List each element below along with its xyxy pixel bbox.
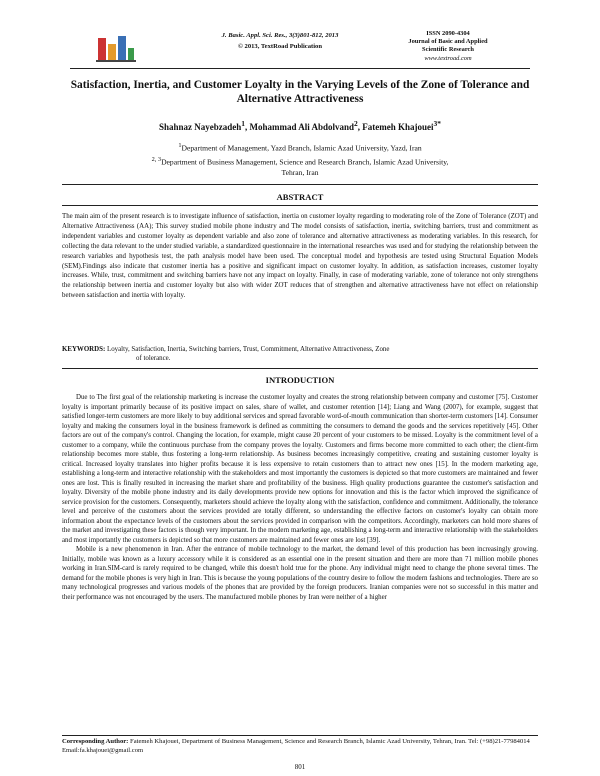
intro-top-rule — [62, 368, 538, 369]
author-name: Mohammad Ali Abdolvand — [249, 122, 355, 132]
author-sup: 1 — [241, 119, 245, 128]
corresponding-author-label: Corresponding Author: — [62, 738, 129, 745]
keywords-list: Loyalty, Satisfaction, Inertia, Switching barriers, Trust, Commitment, Alternative Attractiveness, Zone — [107, 346, 390, 353]
copyright-line: © 2013, TextRoad Publication — [237, 43, 323, 50]
affiliation-2-city: Tehran, Iran — [281, 168, 319, 178]
journal-info-block — [398, 30, 498, 63]
affiliation-2: $^{2, 3}$Department of Business Management, Science and Research Branch, Islamic Azad University, — [151, 155, 449, 167]
paper-title: Satisfaction, Inertia, and Customer Loyalty in the Varying Levels of the Zone of Tolerance and Alternative Attractiveness — [70, 79, 530, 105]
corresponding-author-text: Fatemeh Khajouei, Department of Business Management, Science and Research Branch, Islamic Azad University, Tehran, Iran. Tel: (+98)21-77984014 Email:fa.khajouei@gmail.com — [62, 738, 530, 754]
intro-paragraph-2: Mobile is a new phenomenon in Iran. After the entrance of mobile technology to the market, the demand level of this production has been increasingly growing. Initially, mobile was known as a luxury accessory while it is considered as an essential one in the present situation and there are more than 71 million mobile phones working in Iran.SIM-card is rarely required to be changed, while this doesn't hold true for the phone. Any individual might need to change the phone several times. The demand for the mobile phones is very high in Iran. This is because the young populations of the country desire to follow the modern fashions and technologies. There are so many technological progresses and various models of the phones that are provided by the foreign producers. Iranian companies were not so successful in this matter and their performance was not encouraged by the users. The manufactured mobile phones by Iran were neither of a higher — [62, 546, 538, 601]
header-divider — [70, 68, 530, 69]
affiliations — [62, 140, 538, 178]
author-name: Fatemeh Khajouei — [362, 122, 434, 132]
journal-website-link[interactable]: www.textroad.com — [424, 54, 472, 62]
author-sup: 3* — [433, 119, 442, 128]
footer-divider — [62, 735, 538, 736]
issn: ISSN 2090-4304 — [426, 30, 470, 37]
abstract-bottom-rule — [62, 205, 538, 206]
abstract-top-rule — [62, 184, 538, 185]
author-list: Shahnaz Nayebzadeh$^1$, Mohammad Ali Abdolvand$^2$, Fatemeh Khajouei$^{3*}$ — [158, 119, 442, 132]
affiliation-1: $^1$Department of Management, Yazd Branch, Islamic Azad University, Yazd, Iran — [178, 142, 422, 153]
journal-header — [0, 10, 600, 70]
intro-paragraph-1: Due to The first goal of the relationship marketing is increase the customer loyalty and creates the strong relationship between company and customer [75]. Customer loyalty is important primarily because of its positive impact on sales, share of wallet, and customer retention [14]; Liang and Wang (2007), for example, suggest that satisfied longer-term customers are more likely to buy additional services and spread favorable word-of-mouth communication than shorter-term customers [14]. Consumer loyalty and making the consumers loyal in the business framework is defined as committing the consumers to demand the goods and the services repetitively [45]. Other factors are out of the company's control. Changing the location, for example, might cause 20 percent of your customers to be missed. Loyalty is the commitment level of a customer to a company, while the continuous purchase from the company proves the loyalty. Customers and firms become more committed to each other; the client-firm relationship becomes more stable, thus fostering a long-term relationship. As business becomes increasingly competitive, creating and sustaining customer loyalty is critical. Increased loyalty translates into higher profits because it is less expensive to retain customers than to attract new ones [15]. In the modern marketing age, establishing a long-term and interactive relationship with the stakeholders and most importantly the customers is depicted so that more customers are maintained and fewer ones are lost. This is finally resulted in increasing the market share and profitability of the business. High quality productions guarantee the customer's satisfaction and loyalty. Diversity of the mobile phone industry and its daily developments provide new options for innovation and this is the factor which improved the significance of service provision for the customers. Consequently, marketers should achieve the loyalty along with the satisfaction, confidence and commitment. Additionally, the tolerance level and perceive of the customers about the services provided are totally different, so understanding the effective factors on customer's loyalty can obtain more information about the expectance levels of the customers about the services provided in comparison with the competitors. Accordingly, marketers can hold more shares of the market and investigating these factors is though very important. In the modern marketing age, establishing a long-term and interactive relationship with the stakeholders and most importantly the customers is depicted so that more customers are maintained and fewer ones are lost [39]. — [62, 394, 538, 544]
author-sup: 2 — [354, 119, 358, 128]
keywords-label: KEYWORDS: — [62, 346, 106, 353]
author-name: Shahnaz Nayebzadeh — [158, 122, 242, 132]
textroad-logo-icon — [96, 34, 136, 64]
journal-name-line-2: Scientific Research — [422, 46, 474, 54]
journal-citation-block — [205, 30, 355, 52]
journal-name-line-1: Journal of Basic and Applied — [408, 38, 488, 46]
introduction-body — [62, 393, 538, 602]
journal-citation: J. Basic. Appl. Sci. Res., 3(3)801-812, 2013 — [221, 32, 339, 39]
keywords-list-cont: of tolerance. — [136, 355, 171, 363]
corresponding-author-note — [62, 738, 538, 755]
page-number: 801 — [294, 763, 306, 771]
introduction-heading: INTRODUCTION — [265, 375, 335, 385]
abstract-heading: ABSTRACT — [276, 192, 324, 202]
abstract-text: The main aim of the present research is to investigate influence of satisfaction, inertia on customer loyalty regarding to moderating role of the Zone of Tolerance (ZOT) and Alternative Attractiveness (AA); This survey studied mobile phone industry and The model consists of satisfaction, inertia, switching barriers, trust and commitment as independent variables and customer loyalty as dependent variable and also zone of tolerance and alternative attractiveness as moderating variables. In this research, for collecting the data relevant to the under studied variable, a standardized questionnaire in the international researches was used and for studying the relationship between the research variables and hypothesis test, the path analysis model have been used. The conceptual model and hypothesis are tested using Structural Equation Models (SEM).Findings also indicate that customer inertia has a positive and significant impact on customer loyalty. In addition, as satisfaction increases, customer loyalty increases. While, trust, commitment and switching barriers have not any impact on loyalty. Finally, in case of moderating variable, zone of tolerance not only strengthens the relationship between inertia and customer loyalty but also with wider ZOT reduces that of strengthen and alternative attractiveness have not effect on relationship between satisfaction and inertia with loyalty. — [62, 213, 538, 300]
keywords — [62, 345, 538, 364]
